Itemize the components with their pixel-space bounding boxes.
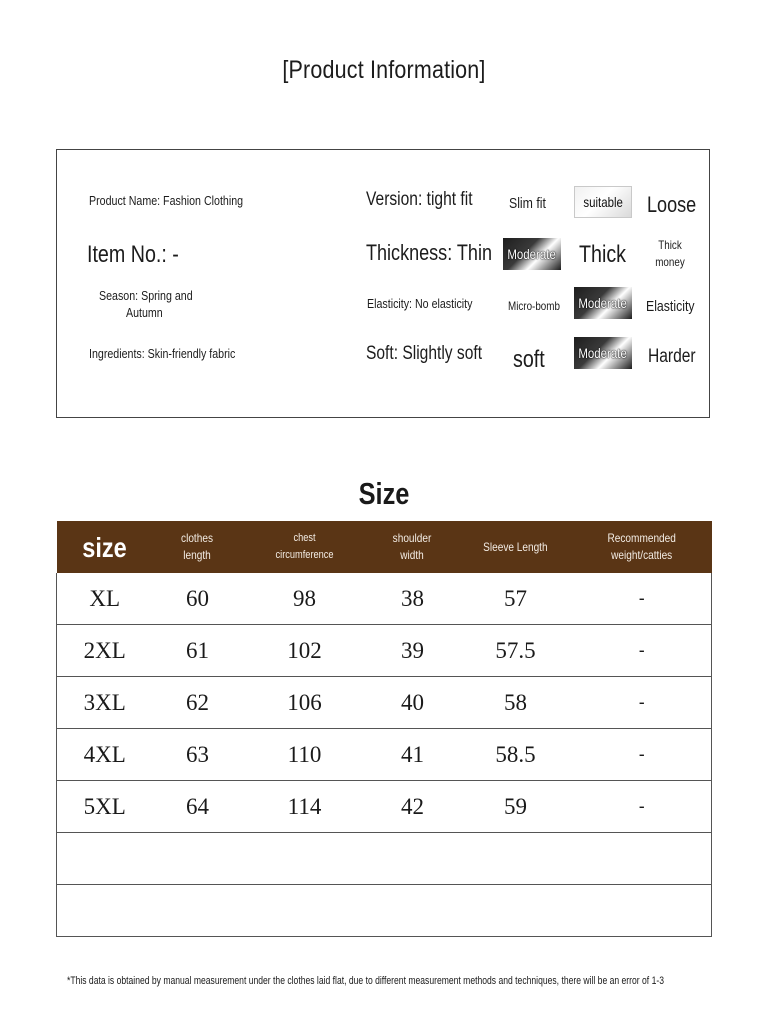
version-option-slim-fit: Slim fit — [509, 195, 546, 212]
cell-sleeve: 57.5 — [459, 625, 573, 677]
thickness-option-thick-money — [648, 237, 692, 271]
header-chest-circumference: chest circumference — [275, 532, 334, 561]
size-table — [56, 521, 712, 937]
cell-chest: 106 — [243, 677, 367, 729]
footnote-container — [0, 970, 768, 1000]
thick-money-line-1: Thick — [658, 238, 682, 252]
table-row — [57, 781, 712, 833]
thickness-label: Thickness: Thin — [366, 240, 492, 265]
soft-label: Soft: Slightly soft — [366, 343, 483, 364]
cell-shoulder: 38 — [367, 573, 459, 625]
cell-chest: 98 — [243, 573, 367, 625]
header-sleeve-length: Sleeve Length — [483, 539, 548, 554]
cell-size: 5XL — [57, 781, 153, 833]
cell-chest: 102 — [243, 625, 367, 677]
table-row-empty — [57, 833, 712, 885]
cell-length: 60 — [153, 573, 243, 625]
version-option-suitable: suitable — [574, 186, 632, 218]
cell-sleeve: 57 — [459, 573, 573, 625]
cell-chest: 110 — [243, 729, 367, 781]
size-section-title: Size — [358, 476, 410, 511]
elasticity-label: Elasticity: No elasticity — [367, 296, 473, 311]
header-shoulder-width: shoulder width — [393, 531, 432, 562]
measurement-footnote: *This data is obtained by manual measurement under the clothes laid flat, due to different measurement methods and techniques, there will be an error of 1-3 — [67, 975, 664, 987]
header-recommended-weight: Recommended weight/catties — [607, 531, 677, 562]
cell-sleeve: 58 — [459, 677, 573, 729]
size-table-header — [57, 521, 712, 573]
thickness-option-thick: Thick — [579, 241, 627, 268]
thickness-option-moderate: Moderate — [503, 238, 561, 270]
cell-weight: - — [573, 729, 712, 781]
cell-size: XL — [57, 573, 153, 625]
cell-weight: - — [573, 781, 712, 833]
elasticity-option-moderate: Moderate — [574, 287, 632, 319]
cell-length: 62 — [153, 677, 243, 729]
cell-weight: - — [573, 677, 712, 729]
header-clothes-length: clothes length — [181, 531, 214, 562]
table-row — [57, 625, 712, 677]
cell-shoulder: 42 — [367, 781, 459, 833]
empty-cell — [57, 833, 712, 885]
cell-shoulder: 40 — [367, 677, 459, 729]
thick-money-line-2: money — [655, 255, 685, 269]
cell-size: 4XL — [57, 729, 153, 781]
empty-cell — [57, 885, 712, 937]
elasticity-option-micro-bomb: Micro-bomb — [508, 299, 560, 313]
version-label: Version: tight fit — [366, 189, 473, 210]
product-name: Product Name: Fashion Clothing — [89, 193, 244, 208]
product-info-panel — [56, 149, 710, 418]
table-row — [57, 573, 712, 625]
cell-sleeve: 59 — [459, 781, 573, 833]
cell-size: 3XL — [57, 677, 153, 729]
elasticity-option-elasticity: Elasticity — [646, 298, 695, 315]
cell-length: 64 — [153, 781, 243, 833]
cell-length: 61 — [153, 625, 243, 677]
season-line-2: Autumn — [126, 305, 163, 320]
version-option-loose: Loose — [647, 192, 697, 217]
item-number: Item No.: - — [87, 241, 179, 268]
table-row — [57, 677, 712, 729]
cell-shoulder: 39 — [367, 625, 459, 677]
cell-chest: 114 — [243, 781, 367, 833]
season-line-1: Season: Spring and — [99, 288, 193, 303]
cell-weight: - — [573, 573, 712, 625]
soft-option-soft: soft — [513, 346, 545, 373]
cell-shoulder: 41 — [367, 729, 459, 781]
page-title: [Product Information] — [282, 56, 486, 84]
table-row-empty — [57, 885, 712, 937]
cell-sleeve: 58.5 — [459, 729, 573, 781]
cell-weight: - — [573, 625, 712, 677]
soft-option-moderate: Moderate — [574, 337, 632, 369]
header-size: size — [82, 531, 127, 563]
season — [99, 288, 249, 320]
ingredients: Ingredients: Skin-friendly fabric — [89, 346, 236, 361]
soft-option-harder: Harder — [648, 346, 696, 367]
cell-length: 63 — [153, 729, 243, 781]
cell-size: 2XL — [57, 625, 153, 677]
table-row — [57, 729, 712, 781]
